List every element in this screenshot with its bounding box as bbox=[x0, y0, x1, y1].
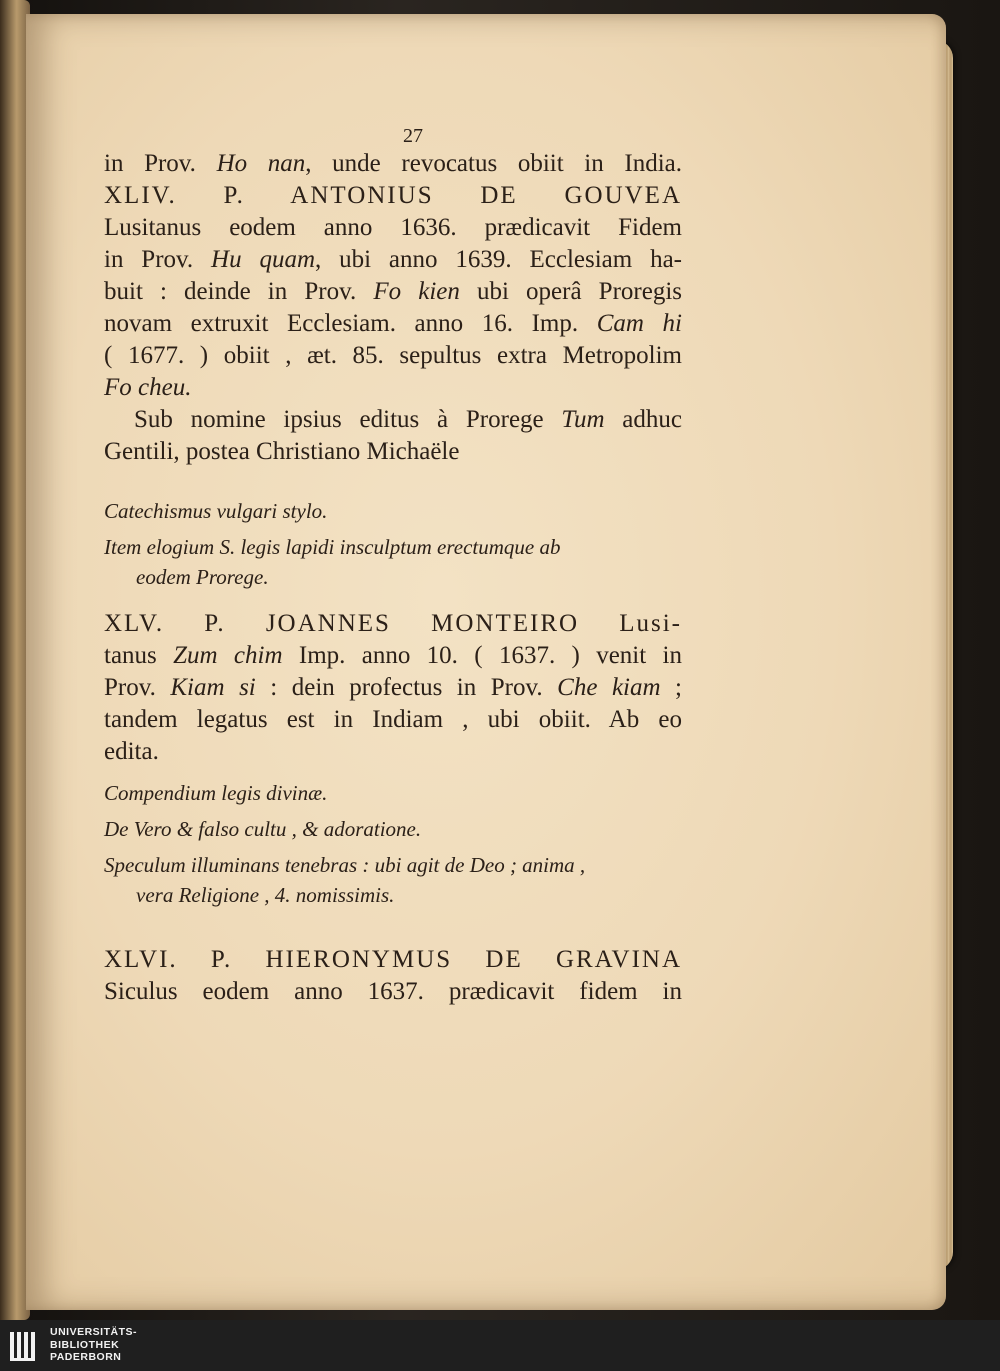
italic-name: Cam hi bbox=[596, 310, 682, 337]
text-line bbox=[104, 308, 682, 340]
entry-xlvi bbox=[104, 944, 682, 1008]
work-title-line: Speculum illuminans tenebras : ubi agit de Deo ; anima , bbox=[104, 853, 586, 877]
text-run: XLVI. P. HIERONYMUS DE GRAVINA bbox=[104, 946, 682, 973]
text-run: : dein profectus in Prov. bbox=[255, 674, 558, 701]
text-run: Siculus eodem anno 1637. prædicavit fidem in bbox=[104, 978, 682, 1005]
text-run: Imp. anno 10. ( 1637. ) venit in bbox=[282, 642, 682, 669]
text-run: ; bbox=[660, 674, 683, 701]
text-run: Lusitanus eodem anno 1636. prædicavit Fidem bbox=[104, 214, 682, 241]
text-run: Gentili, postea Christiano Michaële bbox=[104, 438, 460, 465]
works-list-xliv bbox=[104, 496, 682, 592]
library-name-line1: UNIVERSITÄTS- bbox=[50, 1326, 138, 1338]
text-run: tandem legatus est in Indiam , ubi obiit. Ab eo bbox=[104, 706, 682, 733]
text-run: tanus bbox=[104, 642, 174, 669]
text-run: ubi operâ Proregis bbox=[459, 278, 682, 305]
work-title bbox=[104, 814, 682, 844]
work-title bbox=[104, 496, 682, 526]
entry-heading bbox=[104, 944, 682, 976]
work-title-line: eodem Prorege. bbox=[136, 565, 269, 589]
text-run: in Prov. bbox=[104, 246, 212, 273]
text-run: XLIV. P. ANTONIUS DE GOUVEA bbox=[104, 182, 682, 209]
italic-name: Tum bbox=[561, 406, 605, 433]
entry-heading bbox=[104, 608, 682, 640]
text-run: adhuc bbox=[604, 406, 682, 433]
work-title bbox=[104, 778, 682, 808]
text-run: edita. bbox=[104, 738, 159, 765]
entry-xliv bbox=[104, 148, 682, 468]
italic-name: Zum chim bbox=[173, 642, 283, 669]
text-line bbox=[104, 436, 682, 468]
text-run: novam extruxit Ecclesiam. anno 16. Imp. bbox=[104, 310, 597, 337]
library-footer bbox=[0, 1320, 1000, 1371]
italic-name: Hu quam bbox=[211, 246, 316, 273]
text-line bbox=[104, 212, 682, 244]
text-line bbox=[104, 340, 682, 372]
text-line bbox=[104, 244, 682, 276]
text-run: , unde revocatus obiit in India. bbox=[305, 150, 682, 177]
text-line bbox=[104, 736, 682, 768]
text-run: , ubi anno 1639. Ecclesiam ha- bbox=[315, 246, 683, 273]
work-title-line: Item elogium S. legis lapidi insculptum erectumque ab bbox=[104, 535, 561, 559]
work-title bbox=[104, 850, 682, 910]
library-name bbox=[50, 1326, 137, 1364]
work-title-line: Catechismus vulgari stylo. bbox=[104, 499, 328, 523]
text-line bbox=[104, 276, 682, 308]
library-name-line2: BIBLIOTHEK bbox=[50, 1338, 120, 1351]
page-number: 27 bbox=[403, 125, 423, 147]
text-run: in Prov. bbox=[104, 150, 217, 177]
italic-name: Fo cheu. bbox=[104, 374, 192, 401]
page-text bbox=[104, 124, 682, 1008]
work-title-line: Compendium legis divinæ. bbox=[104, 781, 328, 805]
text-line bbox=[104, 976, 682, 1008]
library-logo-icon bbox=[8, 1328, 40, 1364]
work-title-line: De Vero & falso cultu , & adoratione. bbox=[104, 817, 422, 841]
text-run: Sub nomine ipsius editus à Prorege bbox=[134, 406, 562, 433]
library-name-line3: PADERBORN bbox=[50, 1351, 122, 1363]
text-line bbox=[104, 672, 682, 704]
text-run: Prov. bbox=[104, 674, 171, 701]
text-line bbox=[104, 704, 682, 736]
italic-name: Fo kien bbox=[373, 278, 460, 305]
italic-name: Ho nan bbox=[216, 150, 306, 177]
text-run: buit : deinde in Prov. bbox=[104, 278, 374, 305]
work-title bbox=[104, 532, 682, 592]
text-run: XLV. P. JOANNES MONTEIRO Lusi- bbox=[104, 610, 682, 637]
work-title-line: vera Religione , 4. nomissimis. bbox=[136, 883, 395, 907]
text-line bbox=[104, 148, 682, 180]
entry-heading bbox=[104, 180, 682, 212]
entry-xlv bbox=[104, 608, 682, 768]
works-list-xlv bbox=[104, 778, 682, 910]
italic-name: Che kiam bbox=[557, 674, 661, 701]
text-run: ( 1677. ) obiit , æt. 85. sepultus extra Metropolim bbox=[104, 342, 682, 369]
italic-name: Kiam si bbox=[170, 674, 256, 701]
text-line bbox=[104, 404, 682, 436]
text-line bbox=[104, 640, 682, 672]
text-line bbox=[104, 372, 682, 404]
